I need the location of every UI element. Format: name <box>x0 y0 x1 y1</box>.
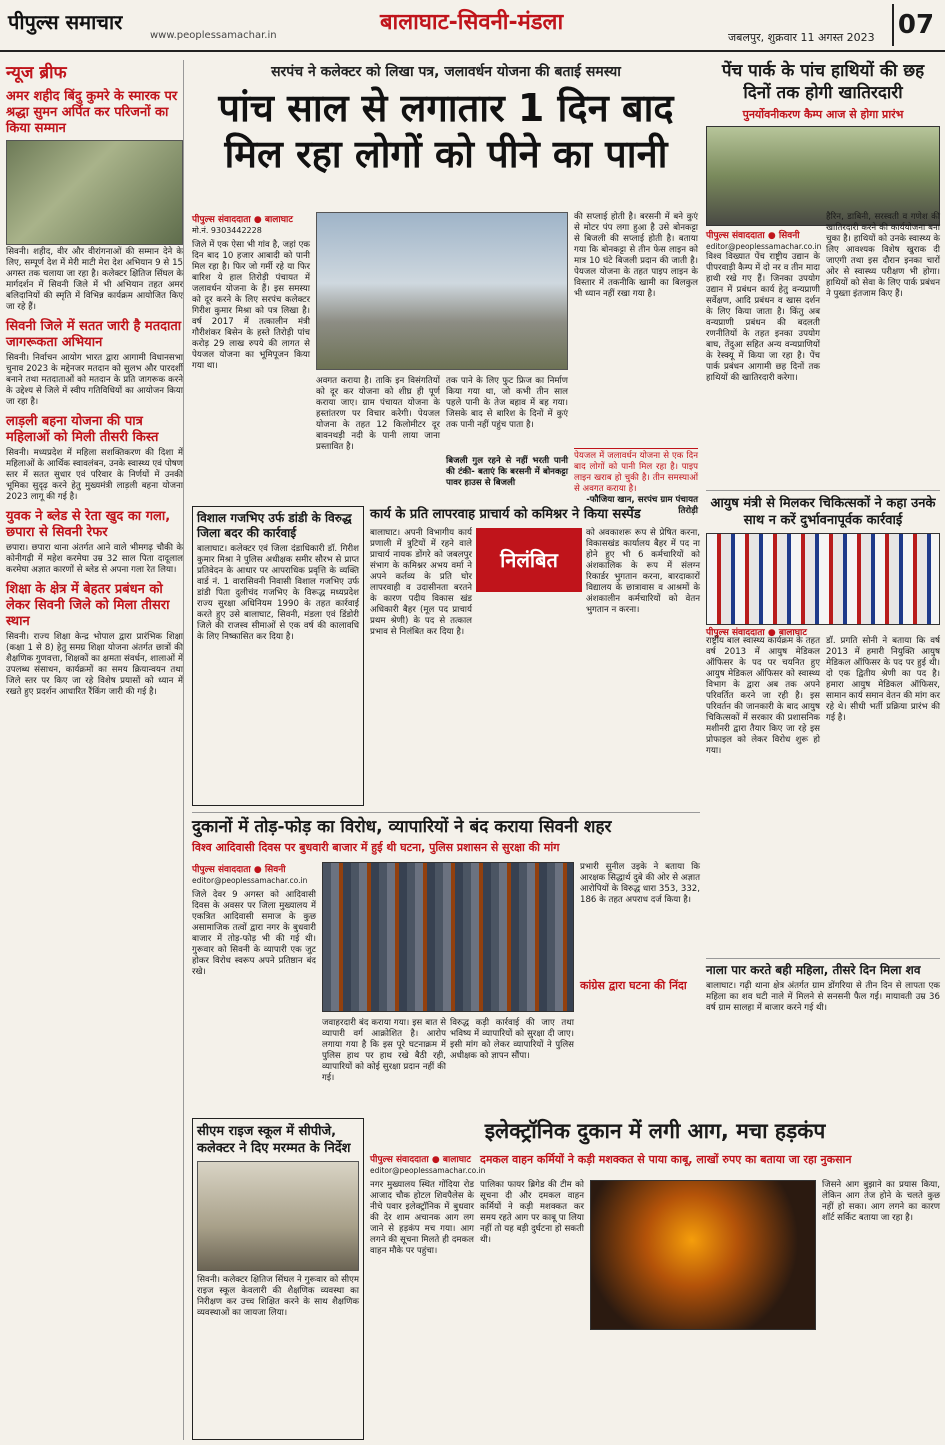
fire-subhead: दमकल वाहन कर्मियों ने कड़ी मशक्कत से पाया काबू, लाखों रुपए का बताया जा रहा नुकसान <box>480 1153 852 1166</box>
fire-byline-box <box>370 1152 486 1176</box>
suspension-headline: कार्य के प्रति लापरवाह प्राचार्य को कमिश्नर ने किया सस्पेंड <box>370 507 641 522</box>
fire-shop-photo <box>590 1180 816 1330</box>
ayush-headline: आयुष मंत्री से मिलकर चिकित्सकों ने कहा उनके साथ न करें दुर्भावनापूर्वक कार्रवाई <box>710 496 936 528</box>
shutdown-subhead: विश्व आदिवासी दिवस पर बुधवारी बाजार में हुई थी घटना, पुलिस प्रशासन से सुरक्षा की मांग <box>192 841 560 854</box>
brief-story <box>6 414 183 503</box>
lead-byline: पीपुल्स संवाददाता ● बालाघाट <box>192 215 293 225</box>
fire-byline: पीपुल्स संवाददाता ● बालाघाट <box>370 1155 471 1165</box>
district-exile-story <box>192 506 364 806</box>
pench-body-2: हैरिन, डाबिनी, सरस्वती व गणेश की खातिरदारी करने की कार्ययोजना बना चुका है। हाथियों को उनके स्वास्थ्य के लिए आवश्यक विशेष खुराक दी जाएगी तथा इस दौरान इनका चारों ओर से स्वास्थ्य परीक्षण भी होगा। हाथियों को सेवा के लिए पार्क प्रबंधन ने पुख्ता इंतजाम किए हैं। <box>826 212 940 299</box>
lead-subhead: बिजली गुल रहने से नहीं भरती पानी की टंकी- बताएं कि बरसनी में बोनकट्टा पावर हाउस से बिजली <box>446 456 568 488</box>
suspension-story <box>370 506 700 523</box>
suspension-body: बालाघाट। अपनी विभागीय कार्य प्रणाली में त्रुटियों में रहने वाले प्राचार्य नायक डोंगरे को जबलपुर संभाग के कमिश्नर अभय वर्मा ने अपने कर्तव्य के प्रति घोर लापरवाही व उदासीनता बरतने के कारण पदीय विकास खंड अधिकारी बैहर (मूल पद प्राचार्य प्रथम श्रेणी) के पद से तत्काल प्रभाव से निलंबित कर दिया है। <box>370 528 472 637</box>
exile-headline: विशाल गजभिए उर्फ डांडी के विरुद्ध जिला बदर की कार्रवाई <box>197 511 352 540</box>
fire-body: नगर मुख्यालय स्थित गोंदिया रोड आजाद चौक होटल शिवपैलेस के नीचे पवार इलेक्ट्रॉनिक में बुधवार की देर शाम अचानक आग लग जाने से हड़कंप मच गया। आग लगने की सूचना मिलते ही दमकल वाहन मौके पर पहुंचा। <box>370 1180 474 1256</box>
pench-headline: पेंच पार्क के पांच हाथियों की छह दिनों तक होगी खातिरदारी <box>721 61 925 103</box>
nala-headline: नाला पार करते बही महिला, तीसरे दिन मिला शव <box>706 963 921 977</box>
suspended-stamp: निलंबित <box>476 528 582 592</box>
fire-story <box>370 1118 940 1145</box>
nala-story <box>706 958 940 1014</box>
pench-body: विश्व विख्यात पेंच राष्ट्रीय उद्यान के पीपरवाड़ी कैम्प में दो नर व तीन मादा हाथी रखे गए हैं। जिनका उपयोग उद्यान में प्रबंधन कार्य हेतु वन्यप्राणी सर्वेक्षण, आदि प्रबंधन व खास दर्शन के लिए किया जाता है। किंतु अब वन्यप्राणी प्रबंधन की बदलती रणनीतियों के तहत इनका उपयोग बाघ, तेंदुआ सहित अन्य वन्यप्राणियों के रेस्क्यू में किया जा रहा है। पेंच पार्क प्रबंधन आगामी छह दिनों तक हाथियों की खातिरदारी करेगा। <box>706 252 820 383</box>
fire-body-2: पालिका फायर ब्रिगेड की टीम को सूचना दी और दमकल वाहन कर्मियों ने कड़ी मशक्कत कर समय रहते आग पर काबू पा लिया नहीं तो यह बड़ी दुर्घटना हो सकती थी। <box>480 1180 584 1245</box>
quote-attribution: -फौजिया खान, सरपंच ग्राम पंचायत तिरोड़ी <box>586 495 698 516</box>
ayush-body: राष्ट्रीय बाल स्वास्थ्य कार्यक्रम के तहत वर्ष 2013 में आयुष मेडिकल ऑफिसर के पद पर चयनित हुए आयुष मेडिकल ऑफिसर को स्वास्थ्य विभाग के द्वारा अब तक अपने परिवर्तित करने जा रही है। इस परिवर्तन की जानकारी के बाद आयुष चिकित्सकों में सरकार की प्रशासनिक मशीनरी द्वारा तैयार किए जा रहे इस प्रोफाइल को लेकर विरोध शुरू हो गया। <box>706 636 820 756</box>
ayush-story <box>706 490 940 638</box>
market-shutdown-photo <box>322 862 574 1012</box>
fire-headline: इलेक्ट्रॉनिक दुकान में लगी आग, मचा हड़कंप <box>484 1119 826 1143</box>
page-number: 07 <box>892 4 938 46</box>
lead-headline-line2: मिल रहा लोगों को पीने का पानी <box>224 132 668 176</box>
brief-body: छपारा। छपारा थाना अंतर्गत आने वाले भीमगढ़ चौकी के कोनीगढ़ी में महेश करमेघा उम्र 32 साल पिता दादूलाल करमेघा अज्ञात कारणों से ब्लेड से अपना गला रेत लिया। <box>6 543 183 575</box>
dateline: जबलपुर, शुक्रवार 11 अगस्त 2023 <box>728 31 875 44</box>
lead-story <box>192 62 700 177</box>
newspaper-logo: पीपुल्स समाचार <box>8 10 123 34</box>
quote-text: पेयजल में जलावर्धन योजना से एक दिन बाद लोगों को पानी मिल रहा है। पाइप लाइन खराब हो चुकी है। तीन समस्याओं से अवगत कराया है। <box>574 451 698 494</box>
brief-story <box>6 582 183 698</box>
elephant-photo <box>706 126 940 226</box>
ayush-body-2: डॉ. प्रगति सोनी ने बताया कि वर्ष 2013 में हमारी नियुक्ति आयुष मेडिकल ऑफिसर के पद पर हुई थी। दो एक द्वितीय श्रेणी का पद है। हमारा आयुष मेडिकल ऑफिसर, सामान कार्य समान वेतन की मांग कर रहे थे। सीधी भर्ती प्रक्रिया प्रारंभ की गई है। <box>826 636 940 723</box>
brief-headline: सिवनी जिले में सतत जारी है मतदाता जागरूकता अभियान <box>6 319 182 350</box>
brief-headline: शिक्षा के क्षेत्र में बेहतर प्रबंधन को लेकर सिवनी जिले को मिला तीसरा स्थान <box>6 582 170 629</box>
shutdown-story <box>192 812 700 855</box>
lead-body: जिले में एक ऐसा भी गांव है, जहां एक दिन बाद 10 हजार आबादी को पानी मिल रहा है। फिर जो गर्मी रहे या फिर बारिश ये हाल तिरोड़ी पंचायत में जलावर्धन योजना के हैं। इस समस्या को दूर करने के लिए सरपंच कलेक्टर गिरीश कुमार मिश्रा को पत्र लिखा है। वर्ष 2017 में तत्कालीन मंत्री गौरीशंकर बिसेन के हस्ते तिरोड़ी पांच करोड़ 29 लाख रुपये की लागत से पेयजल योजना का भूमिपूजन किया गया था। <box>192 240 310 371</box>
lead-headline-line1: पांच साल से लगातार 1 दिन बाद <box>218 86 674 130</box>
brief-headline: लाड़ली बहना योजना की पात्र महिलाओं को मिली तीसरी किस्त <box>6 414 159 445</box>
brief-headline: अमर शहीद बिंदु कुमरे के स्मारक पर श्रद्धा सुमन अर्पित कर परिजनों का किया सम्मान <box>6 89 178 136</box>
cm-rise-body: सिवनी। कलेक्टर क्षितिज सिंघल ने गुरूवार को सीएम राइज स्कूल केवलारी की शैक्षणिक व्यवस्था का निरीक्षण कर उच्च शिक्षित करने के साथ शैक्षणिक व्यवस्थाओं का जायजा लिया। <box>197 1275 359 1318</box>
nala-body: बालाघाट। गढ़ी थाना क्षेत्र अंतर्गत ग्राम डोंगरिया से तीन दिन से लापता एक महिला का शव घटी नाले में मिलने से सनसनी फैल गई। मायावती उम्र 36 वर्ष ग्राम सालहा में बाजार करने गई थी। <box>706 981 940 1013</box>
lead-column-2: अवगत कराया है। ताकि इन विसंगतियों को दूर कर योजना को शीघ्र ही पूर्ण कराया जाए। ग्राम पंचायत योजना के हस्तांतरण पर विचार करेगी। पेयजल योजना के तहत 12 किलोमीटर दूर बावनथड़ी नदी के पानी लाया जाना प्रस्तावित है। <box>316 376 440 452</box>
fire-email: editor@peoplessamachar.co.in <box>370 1166 486 1175</box>
shutdown-body: जिले देवर 9 अगस्त को आदिवासी दिवस के अवसर पर जिला मुख्यालय में एकत्रित आदिवासी समाज के कुछ असामाजिक तत्वों द्वारा नगर के बुधवारी बाजार में तोड़-फोड़ भी की गई थी। गुरूवार को सिवनी के व्यापारी एक जुट होकर विरोध स्वरूप अपने प्रतिष्ठान बंद रखे। <box>192 890 316 977</box>
news-brief-label: न्यूज ब्रीफ <box>6 63 67 83</box>
brief-story <box>6 319 183 408</box>
website-url[interactable]: www.peoplessamachar.in <box>150 30 277 41</box>
pench-subhead: पुनर्योवनीकरण कैम्प आज से होगा प्रारंभ <box>742 108 904 121</box>
brief-story <box>6 89 183 313</box>
water-tank-photo <box>316 212 568 370</box>
exile-body: बालाघाट। कलेक्टर एवं जिला दंडाधिकारी डॉ. गिरीश कुमार मिश्रा ने पुलिस अधीक्षक समीर सौरभ से प्राप्त प्रतिवेदन के आधार पर आपराधिक प्रवृत्ति के व्यक्ति वार्ड नं. 1 वारासिवनी निवासी विशाल गजभिए उर्फ डांडी पिता दुलीचंद गजभिए के विरूद्ध मध्यप्रदेश राज्य सुरक्षा अधिनियम 1990 के तहत कार्रवाई करते हुए उसे बालाघाट, सिवनी, मंडला एवं डिंडोरी जिले की राजस्व सीमाओं से एक वर्ष की कालावधि के लिए निष्कासित कर दिया है। <box>197 544 359 642</box>
congress-subhead: कांग्रेस द्वारा घटना की निंदा <box>580 979 687 992</box>
shutdown-byline: पीपुल्स संवाददाता ● सिवनी <box>192 865 286 875</box>
shutdown-byline-box <box>192 862 316 978</box>
doctors-protest-photo <box>706 533 940 625</box>
brief-body: सिवनी। मध्यप्रदेश में महिला सशक्तिकरण की दिशा में महिलाओं के आर्थिक स्वावलंबन, उनके स्वास्थ्य एवं पोषण स्तर में सतत सुधार एवं परिवार के निर्णयों में उनकी भूमिका सुदृढ़ करने हेतु मुख्यमंत्री लाड़ली बहना योजना 2023 लागू की गई है। <box>6 448 183 502</box>
lead-kicker: सरपंच ने कलेक्टर को लिखा पत्र, जलावर्धन योजना की बताई समस्या <box>271 64 621 80</box>
brief-body: सिवनी। राज्य शिक्षा केन्द्र भोपाल द्वारा प्रारंभिक शिक्षा (कक्षा 1 से 8) हेतु समग्र शिक्षा योजना अंतर्गत छात्रों की शैक्षणिक गुणवत्ता, शिक्षकों का क्षमता संवर्धन, शालाओं में उपलब्ध संसाधन, कार्यक्रमों का समय क्रियान्वयन तथा जिले स्तर पर किए जा रहे विशेष प्रयासों को ध्यान में रखते हुए प्रदर्शन आधारित रैंकिंग जारी की गई है। <box>6 632 183 697</box>
suspension-body-2: को अवकाशरू रूप से प्रेषित करना, विकासखंड कार्यालय बैहर में पद ना होने हुए भी 6 कर्मचारियों को अंशकालिक के रूप में संलग्न रिकार्डर भुगतान करना, बारदाकारों विद्यालय के छात्रावास व आश्रमों के अंशकालीन कर्मचारियों को वेतन भुगतान न करना। <box>586 528 700 615</box>
section-title: बालाघाट-सिवनी-मंडला <box>380 10 564 35</box>
brief-body: सिवनी। निर्वाचन आयोग भारत द्वारा आगामी विधानसभा चुनाव 2023 के मद्देनजर मतदान को सुलभ और पारदर्शी बनाने तथा मतदाताओं को मतदान के प्रति जागरूक करने के उद्देश्य से जिले में स्वीप गतिविधियों का आयोजन किया जा रहा है। <box>6 353 183 407</box>
shutdown-headline: दुकानों में तोड़-फोड़ का विरोध, व्यापारियों ने बंद कराया सिवनी शहर <box>192 817 612 837</box>
shutdown-body-2: जवाहरदारी बंद कराया गया। इस बात से व्यापारी वर्ग आक्रोशित है। आरोप लगाया गया है कि इस पूरे घटनाक्रम में पुलिस हाथ पर हाथ रखे बैठी रही, व्यापारियों को कोई सुरक्षा प्रदान नहीं की गई। <box>322 1018 446 1083</box>
pench-email: editor@peoplessamachar.co.in <box>706 242 822 251</box>
shutdown-body-3: विरुद्ध कड़ी कार्रवाई की जाए तथा भविष्य में व्यापारियों को सुरक्षा दी जाए। इसी मांग को लेकर व्यापारियों ने पुलिस अधीक्षक को ज्ञापन सौंपा। <box>450 1018 574 1061</box>
lead-column-3: तक पाने के लिए फुट फ्रिज का निर्माण किया गया था, जो कभी तीन साल पहले पानी के तेज बहाव में बह गया। जिसके बाद से बारिश के दिनों में कुएं तक पानी नहीं पहुंच पाता है। <box>446 376 568 430</box>
lead-column-4: की सप्लाई होती है। बरसनी में बने कुएं से मोटर पंप लगा हुआ है उसे बोनकट्टा से बिजली की सप्लाई होती है। बताया गया कि बोनकट्टा से तीन फेस लाइन को मात्र 10 घंटे बिजली प्रदान की जाती है। पेयजल योजना के तहत पाइप लाइन के विस्तार में तकनीकि खामी का बिलकुल भी ध्यान नहीं रखा गया है। <box>574 212 698 299</box>
fire-body-3: जिसने आग बुझाने का प्रयास किया, लेकिन आग तेज होने के चलते कुछ नहीं हो सका। आग लगने का कारण शॉर्ट सर्किट बताया जा रहा है। <box>822 1180 940 1223</box>
classroom-photo <box>197 1161 359 1271</box>
shutdown-body-4: प्रभारी सुनील उइके ने बताया कि आरक्षक सिद्धार्थ दुबे की ओर से अज्ञात आरोपियों के विरुद्ध धारा 353, 332, 186 के तहत अपराध दर्ज किया है। <box>580 862 700 905</box>
cm-rise-story <box>192 1118 364 1440</box>
news-brief-column <box>6 60 184 1440</box>
cm-rise-headline: सीएम राइज स्कूल में सीपीजे, कलेक्टर ने दिए मरम्मत के निर्देश <box>197 1124 351 1156</box>
brief-story <box>6 509 183 576</box>
shutdown-email: editor@peoplessamachar.co.in <box>192 876 308 885</box>
ayush-byline: पीपुल्स संवाददाता ● बालाघाट <box>706 628 807 638</box>
lead-mobile: मो.नं. 9303442228 <box>192 226 262 235</box>
brief-body: सिवनी। शहीद, वीर और वीरांगनाओं की सम्मान देने के लिए, सम्पूर्ण देश में मेरी माटी मेरा देश अभियान 9 से 15 अगस्त तक चलाया जा रहा है। कलेक्टर क्षितिज सिंघल के मार्गदर्शन में सिवनी जिले में भी अभियान तहत अमर बलिदानियों की स्मृति में विभिन्न कार्यक्रम आयोजित किए जा रहे हैं। <box>6 247 183 312</box>
memorial-photo <box>6 140 183 245</box>
brief-headline: युवक ने ब्लेड से रेता खुद का गला, छपारा से सिवनी रेफर <box>6 509 171 540</box>
masthead <box>0 0 945 52</box>
pench-byline: पीपुल्स संवाददाता ● सिवनी <box>706 231 800 241</box>
lead-column-1 <box>192 212 310 372</box>
